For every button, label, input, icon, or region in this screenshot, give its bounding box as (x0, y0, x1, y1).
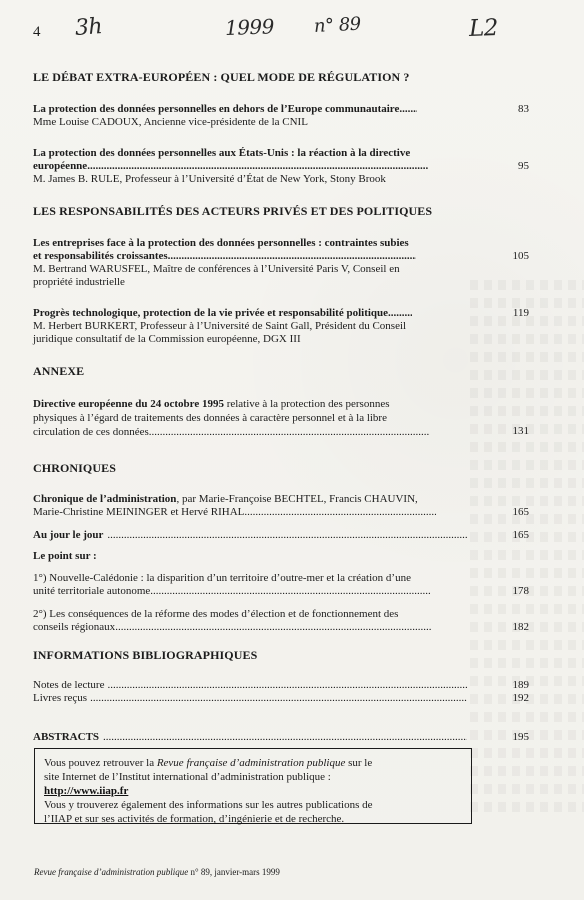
toc-entry-author-line-1: M. Herbert BURKERT, Professeur à l’Université de Saint Gall, Président du Conseil (33, 320, 407, 332)
dot-leader (388, 307, 412, 320)
toc-entry-page: 165 (512, 506, 529, 518)
handwritten-note-1: 3h (74, 14, 103, 41)
toc-entry-directive (33, 397, 529, 439)
chronique-line-2 (33, 506, 529, 519)
website-url-line (44, 784, 462, 798)
toc-entry-title-text: Progrès technologique, protection de la vie privée et responsabilité politique (33, 307, 389, 319)
toc-entry-europe (33, 103, 529, 129)
toc-entry-title (33, 147, 529, 173)
toc-entry-page: 119 (512, 307, 529, 319)
notes-de-lecture-row (33, 679, 529, 692)
chronique-line-1-rest: , par Marie-Françoise BECHTEL, Francis CHAUVIN, (176, 493, 418, 505)
nouvelle-caledonie-line-1: 1°) Nouvelle-Calédonie : la disparition d’un territoire d’outre-mer et la création d’une (33, 572, 411, 584)
dot-leader (103, 731, 467, 744)
dot-leader (168, 250, 416, 263)
toc-entry-page: 131 (512, 425, 529, 437)
abstracts-line (33, 731, 529, 744)
chronique-line-1 (33, 493, 529, 506)
toc-entry-reforme (33, 608, 529, 634)
toc-entry-title-text: La protection des données personnelles en dehors de l’Europe communautaire (33, 103, 400, 115)
website-info-line-1-pre: Vous pouvez retrouver la (44, 757, 157, 769)
chronique-line-2-text: Marie-Christine MEININGER et Hervé RIHAL (33, 506, 245, 518)
reforme-line-2 (33, 621, 529, 634)
section-heading-chroniques: CHRONIQUES (33, 461, 117, 475)
nouvelle-caledonie-line-2-text: unité territoriale autonome (33, 585, 151, 597)
directive-line-2: physiques à l’égard de traitements des données à caractère personnel et à la libre (33, 412, 387, 424)
toc-entry-page: 165 (512, 529, 529, 541)
footer-issue: n° 89, janvier-mars 1999 (188, 867, 280, 877)
toc-entry-abstracts (33, 731, 529, 744)
page-footer (34, 867, 280, 877)
au-jour-le-jour-label: Au jour le jour (33, 529, 104, 541)
website-url-link[interactable]: http://www.iiap.fr (44, 785, 129, 797)
dot-leader (149, 425, 430, 439)
dot-leader (107, 529, 467, 542)
toc-entry-page: 178 (512, 585, 529, 597)
abstracts-page: 195 (512, 731, 529, 743)
dot-leader (150, 585, 431, 598)
nouvelle-caledonie-line-2 (33, 585, 529, 598)
toc-entry-page: 105 (512, 250, 529, 262)
dot-leader (399, 103, 417, 116)
dot-leader (107, 679, 467, 692)
toc-entry-author-line-2: propriété industrielle (33, 276, 125, 288)
dot-leader (87, 160, 428, 173)
toc-entry-au-jour-le-jour (33, 529, 529, 542)
website-info-line-2: site Internet de l’Institut international d’administration publique : (44, 771, 331, 783)
directive-line-3-text: circulation de ces données (33, 426, 149, 438)
reforme-line-2-text: conseils régionaux (33, 621, 116, 633)
website-info-line-4: l’IIAP et sur ses activités de formation, d’ingénierie et de recherche. (44, 813, 345, 825)
chronique-bold-title: Chronique de l’administration (33, 493, 177, 505)
toc-entry-title (33, 103, 529, 116)
toc-entry-page: 83 (518, 103, 529, 115)
handwritten-note-2: 1999 (224, 14, 275, 40)
handwritten-note-3: n° 89 (313, 13, 362, 37)
table-of-contents (33, 70, 529, 762)
livres-recus-row (33, 692, 529, 705)
toc-entry-page: 182 (512, 621, 529, 633)
toc-entry-title-line-1: Les entreprises face à la protection des données personnelles : contraintes subies (33, 237, 409, 249)
website-info-line-1-post: sur le (345, 757, 373, 769)
website-info-text (44, 756, 462, 826)
toc-entry-author-line-1: M. Bertrand WARUSFEL, Maître de conférences à l’Université Paris V, Conseil en (33, 263, 400, 275)
toc-entry-entreprises (33, 237, 529, 289)
toc-entry-title-line-2: et responsabilités croissantes (33, 250, 168, 262)
livres-recus-label: Livres reçus (33, 692, 88, 704)
website-info-line-1 (44, 756, 462, 770)
toc-entry-nouvelle-caledonie (33, 572, 529, 598)
directive-bold-title: Directive européenne du 24 octobre 1995 (33, 398, 224, 410)
website-info-box (34, 748, 472, 824)
toc-entry-page: 95 (518, 160, 529, 172)
directive-line-3 (33, 425, 529, 439)
dot-leader (115, 621, 432, 634)
livres-recus-page: 192 (512, 692, 529, 704)
toc-entry-title (33, 237, 529, 263)
section-heading-annexe: ANNEXE (33, 364, 85, 378)
website-info-line-3: Vous y trouverez également des informations sur les autres publications de (44, 799, 373, 811)
bibliographic-list (33, 679, 529, 705)
toc-entry-title (33, 307, 529, 320)
section-heading-responsabilites: LES RESPONSABILITÉS DES ACTEURS PRIVÉS ET DES POLITIQUES (33, 204, 433, 218)
directive-line-1-rest: relative à la protection des personnes (223, 398, 390, 410)
abstracts-heading: ABSTRACTS (33, 731, 100, 743)
au-jour-le-jour-line (33, 529, 529, 542)
toc-entry-progres (33, 307, 529, 346)
reforme-line-1: 2°) Les conséquences de la réforme des modes d’élection et de fonctionnement des (33, 608, 399, 620)
section-heading-informations: INFORMATIONS BIBLIOGRAPHIQUES (33, 648, 258, 662)
toc-entry-author: M. James B. RULE, Professeur à l’Université d’État de New York, Stony Brook (33, 173, 386, 185)
section-heading-debat: LE DÉBAT EXTRA-EUROPÉEN : QUEL MODE DE RÉGULATION ? (33, 70, 410, 84)
toc-entry-usa (33, 147, 529, 186)
page-number: 4 (33, 24, 41, 40)
toc-entry-chronique-admin (33, 493, 529, 519)
handwritten-note-4: L2 (468, 14, 499, 42)
toc-entry-author: Mme Louise CADOUX, Ancienne vice-présidente de la CNIL (33, 116, 308, 128)
toc-entry-author-line-2: juridique consultatif de la Commission européenne, DGX III (33, 333, 301, 345)
footer-journal-name: Revue française d’administration publique (34, 867, 189, 877)
dot-leader (244, 506, 436, 519)
notes-de-lecture-page: 189 (512, 679, 529, 691)
point-sur-heading: Le point sur : (33, 550, 97, 562)
toc-entry-title-line-1: La protection des données personnelles aux États-Unis : la réaction à la directive (33, 147, 411, 159)
directive-line-1 (33, 397, 529, 411)
dot-leader (90, 692, 467, 705)
notes-de-lecture-label: Notes de lecture (33, 679, 105, 691)
journal-name-italic: Revue française d’administration publique (156, 757, 346, 769)
toc-entry-title-line-2: européenne (33, 160, 88, 172)
